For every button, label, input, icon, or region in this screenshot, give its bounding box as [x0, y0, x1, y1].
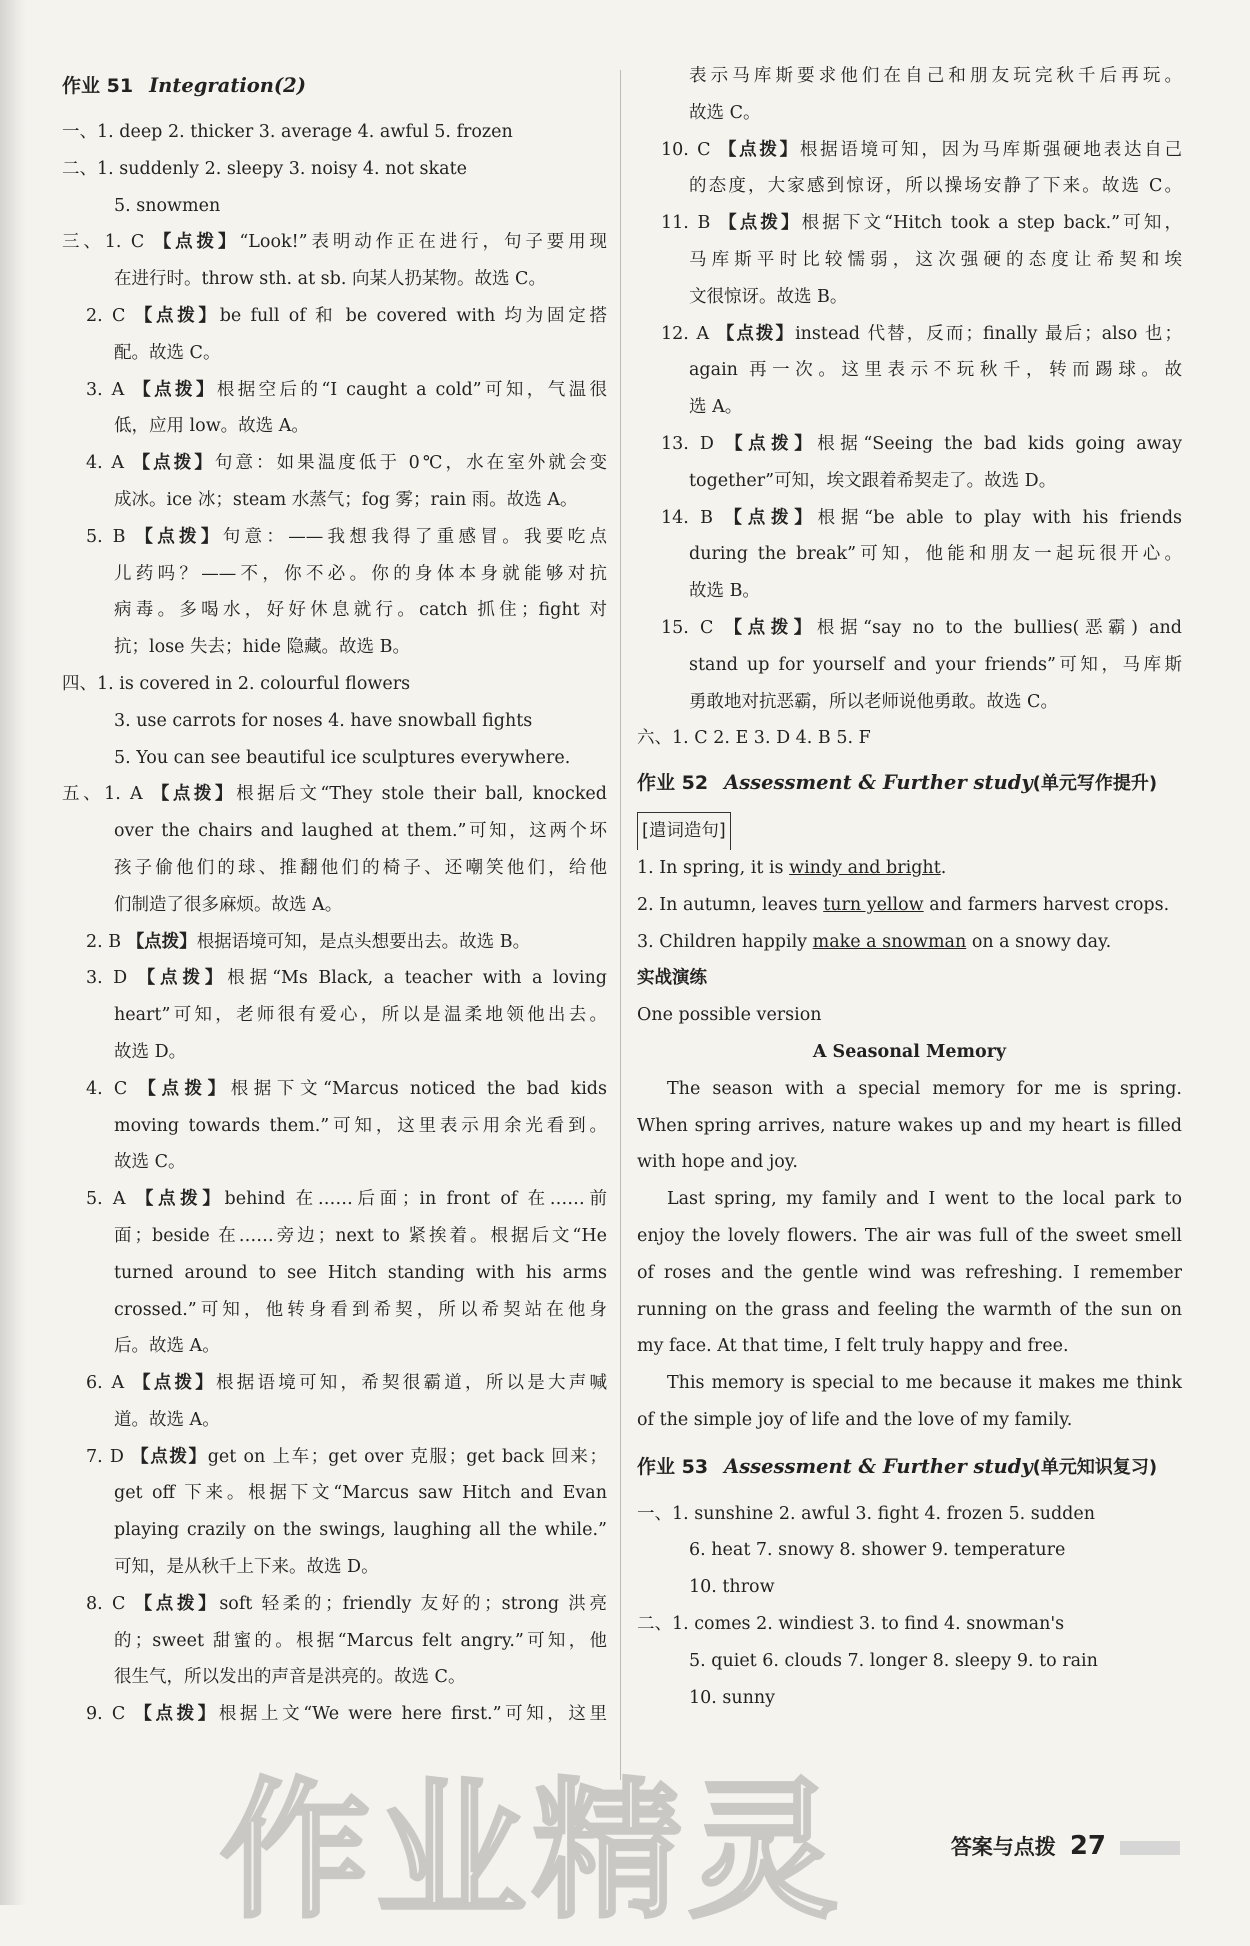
answer-line: 4. A 【点拨】句意：如果温度低于 0℃，水在室外就会变 — [86, 453, 607, 474]
answer-line: 六、1. C 2. E 3. D 4. B 5. F — [637, 728, 871, 749]
answer-line: 一、1. sunshine 2. awful 3. fight 4. frozen 5. sudden — [637, 1503, 1095, 1524]
review-answer-lines — [637, 1496, 1182, 1717]
hint-marker: 【点拨】 — [131, 1446, 208, 1467]
practice-section-head: 实战演练 — [637, 968, 707, 989]
answer-line: 儿药吗？——不，你不必。你的身体本身就能够对抗 — [114, 563, 607, 584]
homework-topic: Integration(2) — [149, 74, 306, 97]
answer-line: running on the grass and feeling the warmth of the sun on — [637, 1299, 1182, 1320]
homework-53-title — [637, 1451, 1182, 1484]
sentence-1 — [637, 850, 1182, 887]
answer-line: 故选 C。 — [114, 1152, 186, 1173]
answer-line: again 再一次。这里表示不玩秋千，转而踢球。故 — [689, 360, 1182, 381]
homework-label: 作业 52 — [637, 772, 709, 795]
answer-line: 5. quiet 6. clouds 7. longer 8. sleepy 9. to rain — [689, 1650, 1098, 1671]
sentence-phrase: turn yellow — [823, 894, 924, 915]
answer-line: 故选 D。 — [114, 1041, 187, 1062]
answer-line: 5. A 【点拨】behind 在……后面；in front of 在……前 — [86, 1189, 607, 1210]
answer-line: 文很惊讶。故选 B。 — [689, 286, 848, 307]
answer-line: The season with a special memory for me is spring. — [667, 1078, 1182, 1099]
column-divider — [620, 70, 621, 1780]
hint-marker: 【点拨】 — [719, 213, 802, 234]
hint-marker: 【点拨】 — [718, 139, 800, 160]
answer-line: together”可知，埃文跟着希契走了。故选 D。 — [689, 470, 1057, 491]
book-spine-shadow — [0, 0, 26, 1905]
hint-marker: 【点拨】 — [134, 1704, 219, 1725]
answer-line: 11. B 【点拨】根据下文“Hitch took a step back.”可知， — [661, 213, 1182, 234]
answer-line: 2. B 【点拨】根据语境可知，是点头想要出去。故选 B。 — [86, 931, 531, 952]
answer-line: heart”可知，老师很有爱心，所以是温柔地领他出去。 — [114, 1005, 607, 1026]
hint-marker: 【点拨】 — [126, 931, 197, 952]
page-number: 27 — [1069, 1831, 1106, 1861]
answer-line: 6. heat 7. snowy 8. shower 9. temperature — [689, 1540, 1066, 1561]
answer-line: 故选 C。 — [689, 102, 761, 123]
sentence-text: 1. In spring, it is — [637, 857, 790, 878]
answer-line: When spring arrives, nature wakes up and my heart is filled — [637, 1115, 1182, 1136]
answer-line: 3. D 【点拨】根据“Ms Black, a teacher with a loving — [86, 968, 607, 989]
answer-line: 很生气，所以发出的声音是洪亮的。故选 C。 — [114, 1667, 466, 1688]
sentence-text: 3. Children happily — [637, 931, 813, 952]
answer-line: over the chairs and laughed at them.”可知，这两个坏 — [114, 821, 607, 842]
sentence-text: 2. In autumn, leaves — [637, 894, 824, 915]
homework-52-title — [637, 767, 1182, 800]
homework-label: 作业 51 — [62, 75, 134, 97]
hint-marker: 【点拨】 — [133, 379, 217, 400]
answer-line: 道。故选 A。 — [114, 1409, 220, 1430]
homework-topic: Assessment & Further study — [724, 1454, 1033, 1478]
answer-line: enjoy the lovely flowers. The air was full of the sweet smell — [637, 1225, 1182, 1246]
answer-line: 12. A 【点拨】instead 代替，反而；finally 最后；also 也； — [661, 323, 1182, 344]
hint-marker: 【点拨】 — [134, 1593, 220, 1614]
hint-marker: 【点拨】 — [724, 507, 818, 528]
sentence-phrase: windy and bright — [789, 857, 941, 878]
answer-line: 6. A 【点拨】根据语境可知，希契很霸道，所以是大声喊 — [86, 1373, 608, 1394]
answer-line: 3. use carrots for noses 4. have snowball fights — [114, 710, 533, 731]
answer-line: 表示马库斯要求他们在自己和朋友玩完秋千后再玩。 — [689, 66, 1182, 86]
answer-line: my face. At that time, I felt truly happy and free. — [637, 1336, 1069, 1357]
homework-subtitle: (单元知识复习) — [1032, 1456, 1158, 1478]
page-footer — [951, 1831, 1180, 1861]
hint-marker: 【点拨】 — [138, 1078, 231, 1099]
answer-line: 4. C 【点拨】根据下文“Marcus noticed the bad kids — [86, 1078, 607, 1099]
answer-line: 15. C 【点拨】根据“say no to the bullies(恶霸) and — [661, 617, 1182, 638]
answer-line: 面；beside 在……旁边；next to 紧挨着。根据后文“He — [114, 1225, 607, 1246]
answer-line: stand up for yourself and your friends”可知，马库斯 — [689, 654, 1182, 675]
answer-line: 配。故选 C。 — [114, 342, 221, 363]
answer-line: 5. You can see beautiful ice sculptures everywhere. — [114, 747, 571, 768]
answer-line: get off 下来。根据下文“Marcus saw Hitch and Evan — [114, 1483, 607, 1504]
homework-51-title — [62, 70, 607, 102]
hint-marker: 【点拨】 — [725, 433, 818, 454]
answer-line: 孩子偷他们的球、推翻他们的椅子、还嘲笑他们，给他 — [114, 857, 607, 878]
footer-label: 答案与点拨 — [950, 1835, 1056, 1859]
hint-marker: 【点拨】 — [132, 1373, 216, 1394]
answer-line: 2. C 【点拨】be full of 和 be covered with 均为固定搭 — [86, 305, 607, 326]
answer-line: This memory is special to me because it makes me think — [667, 1373, 1182, 1394]
answer-line: with hope and joy. — [637, 1152, 798, 1173]
answer-line: of the simple joy of life and the love of my family. — [637, 1409, 1073, 1430]
hint-marker: 【点拨】 — [135, 526, 223, 547]
answer-line: 5. B 【点拨】句意：——我想我得了重感冒。我要吃点 — [86, 526, 608, 547]
hint-marker: 【点拨】 — [153, 232, 240, 253]
answer-line: 选 A。 — [689, 397, 743, 418]
hint-marker: 【点拨】 — [134, 305, 220, 326]
answer-line: of roses and the gentle wind was refreshing. I remember — [637, 1262, 1182, 1283]
sentence-text: . — [940, 857, 947, 878]
answer-line: 10. sunny — [689, 1687, 776, 1708]
answer-line: 8. C 【点拨】soft 轻柔的；friendly 友好的；strong 洪亮 — [86, 1593, 607, 1614]
essay-title: A Seasonal Memory — [812, 1041, 1007, 1062]
answer-line: crossed.”可知，他转身看到希契，所以希契站在他身 — [114, 1299, 607, 1320]
sentence-2 — [637, 887, 1182, 924]
answer-line: 低，应用 low。故选 A。 — [114, 416, 309, 437]
version-label: One possible version — [637, 1005, 822, 1026]
answer-line: 9. C 【点拨】根据上文“We were here first.”可知，这里 — [86, 1704, 607, 1725]
homework-subtitle: (单元写作提升) — [1032, 773, 1158, 795]
watermark-logo: 作业精灵 — [220, 1765, 845, 1939]
answer-line: 病毒。多喝水，好好休息就行。catch 抓住；fight 对 — [114, 600, 607, 621]
answer-line: 二、1. comes 2. windiest 3. to find 4. snowman's — [637, 1614, 1065, 1635]
homework-label: 作业 53 — [637, 1455, 709, 1478]
sentence-text: and farmers harvest crops. — [923, 894, 1170, 915]
answer-line: 7. D 【点拨】get on 上车；get over 克服；get back 回来； — [86, 1446, 608, 1467]
answer-line: 一、1. deep 2. thicker 3. average 4. awful 5. frozen — [62, 122, 513, 142]
answer-line: 可知，是从秋千上下来。故选 D。 — [114, 1557, 379, 1578]
hint-marker: 【点拨】 — [724, 617, 817, 638]
answer-page — [62, 66, 1192, 1870]
left-column — [62, 70, 607, 1733]
answer-line: 成冰。ice 冰；steam 水蒸气；fog 雾；rain 雨。故选 A。 — [114, 489, 578, 510]
answer-line: 后。故选 A。 — [114, 1336, 220, 1357]
right-column — [637, 66, 1183, 1716]
hint-marker: 【点拨】 — [135, 1189, 225, 1210]
answer-line: 三、1. C 【点拨】“Look!”表明动作正在进行，句子要用现 — [62, 232, 608, 253]
answer-line: 在进行时。throw sth. at sb. 向某人扔某物。故选 C。 — [114, 269, 546, 290]
answer-line: 14. B 【点拨】根据“be able to play with his friends — [661, 507, 1183, 528]
answer-line: 马库斯平时比较懦弱，这次强硬的态度让希契和埃 — [689, 249, 1182, 270]
right-answer-lines — [637, 58, 1182, 757]
answer-line: 们制造了很多麻烦。故选 A。 — [114, 894, 343, 915]
hint-marker: 【点拨】 — [132, 453, 215, 474]
answer-line: 勇敢地对抗恶霸，所以老师说他勇敢。故选 C。 — [689, 691, 1058, 712]
answer-line: 故选 B。 — [689, 581, 760, 602]
left-answer-lines — [62, 114, 607, 1733]
answer-line: 四、1. is covered in 2. colourful flowers — [62, 673, 411, 694]
essay-body — [637, 1071, 1182, 1439]
answer-line: playing crazily on the swings, laughing all the while.” — [114, 1520, 607, 1541]
footer-bar — [1120, 1841, 1180, 1855]
answer-line: 二、1. suddenly 2. sleepy 3. noisy 4. not skate — [62, 158, 467, 179]
answer-line: 3. A 【点拨】根据空后的“I caught a cold”可知，气温很 — [86, 379, 608, 400]
answer-line: Last spring, my family and I went to the local park to — [667, 1189, 1182, 1210]
answer-line: 的；sweet 甜蜜的。根据“Marcus felt angry.”可知，他 — [114, 1630, 607, 1651]
answer-line: 10. throw — [689, 1577, 775, 1598]
hint-marker: 【点拨】 — [137, 968, 228, 989]
answer-line: moving towards them.”可知，这里表示用余光看到。 — [114, 1115, 607, 1136]
sentence-phrase: make a snowman — [812, 931, 967, 952]
vocab-section-head: [遣词造句] — [637, 812, 731, 850]
answer-line: turned around to see Hitch standing with his arms — [114, 1262, 607, 1283]
answer-line: 10. C 【点拨】根据语境可知，因为马库斯强硬地表达自己 — [661, 139, 1182, 160]
answer-line: 5. snowmen — [114, 195, 221, 216]
sentence-3 — [637, 924, 1182, 961]
hint-marker: 【点拨】 — [716, 323, 796, 344]
hint-marker: 【点拨】 — [151, 784, 237, 805]
sentence-text: on a snowy day. — [966, 931, 1112, 952]
answer-line: 五、1. A 【点拨】根据后文“They stole their ball, knocked — [62, 784, 607, 805]
answer-line: 的态度，大家感到惊讶，所以操场安静了下来。故选 C。 — [689, 176, 1182, 197]
homework-topic: Assessment & Further study — [724, 771, 1033, 795]
answer-line: 13. D 【点拨】根据“Seeing the bad kids going away — [661, 433, 1182, 454]
answer-line: during the break”可知，他能和朋友一起玩很开心。 — [689, 544, 1182, 565]
answer-line: 抗；lose 失去；hide 隐藏。故选 B。 — [114, 637, 410, 658]
